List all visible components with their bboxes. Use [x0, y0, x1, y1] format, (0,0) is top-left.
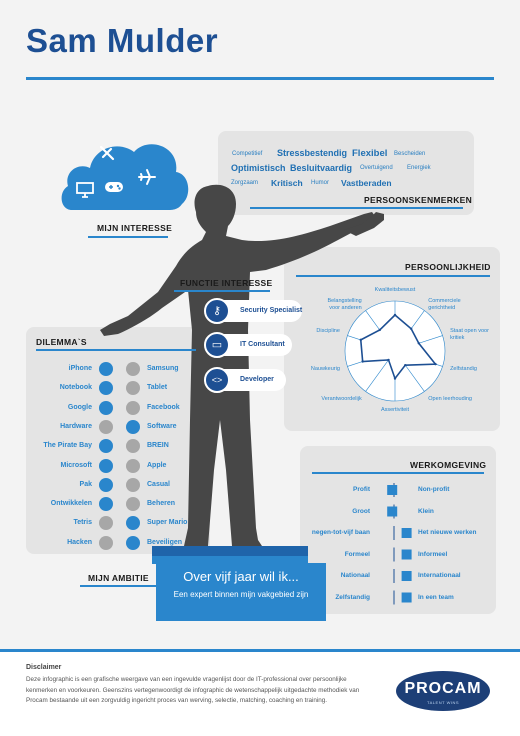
functie-label-2: IT Consultant	[240, 341, 285, 348]
dilemma-left-9: Tetris	[73, 519, 92, 527]
dilemma-right-3: Facebook	[147, 403, 180, 411]
werk-right-2: Klein	[418, 507, 434, 515]
keyword-5: Optimistisch	[231, 163, 286, 173]
disclaimer-text: Deze infographic is een grafische weergave van een ingevulde vragenlijst door de IT-professional over persoonlijke kenmerken en voorkeuren. Geenszins vertegenwoordigt de infographic de wetenschappelijk uitgedachte methodiek van Procam bestaande uit een zorgvuldig ingericht proces van werving, selectie, matching, coaching en training.	[26, 676, 360, 704]
dilemma-left-4: Hardware	[60, 422, 92, 430]
dilemma-left-10: Hacken	[67, 538, 92, 546]
functie-label-1: Security Specialist	[240, 307, 303, 314]
werk-right-6: In een team	[418, 593, 454, 601]
dilemma-left-1: iPhone	[68, 365, 92, 372]
werkomgeving-label: WERKOMGEVING	[410, 460, 487, 470]
werk-marker-2	[387, 507, 397, 517]
keyword-3: Flexibel	[352, 148, 388, 159]
werk-left-4: Formeel	[344, 550, 370, 558]
functie-label-3: Developer	[240, 376, 274, 383]
radar-label-9: Discipline	[316, 328, 340, 335]
radar-label-4: Zelfstandig	[450, 365, 477, 372]
werk-marker-6	[402, 593, 412, 603]
briefcase-icon: ▭	[204, 332, 230, 358]
keyword-1: Competitief	[232, 151, 263, 157]
interesse-label: MIJN INTERESSE	[97, 223, 173, 233]
ambitie-rule	[80, 585, 156, 587]
werk-right-1: Non-profit	[418, 486, 450, 493]
dilemma-left-5: The Pirate Bay	[43, 442, 92, 450]
keyword-4: Bescheiden	[394, 151, 426, 157]
dilemma-right-2: Tablet	[147, 384, 168, 392]
dilemmas-label: DILEMMA`S	[36, 337, 87, 347]
werk-left-5: Nationaal	[340, 572, 370, 579]
radar-label-3: Staat open voor kritiek	[450, 328, 489, 341]
page-title: Sam Mulder	[26, 22, 219, 59]
werk-right-5: Internationaal	[418, 572, 461, 579]
keyword-9: Zorgzaam	[231, 180, 259, 186]
persoonskenmerken-label: PERSOONSKENMERKEN	[364, 195, 473, 205]
keyword-6: Besluitvaardig	[290, 163, 353, 173]
radar-label-5: Open leerhouding	[428, 395, 472, 402]
dilemma-left-6: Microsoft	[60, 461, 92, 469]
radar-label-8: Nauwkeurig	[310, 365, 340, 372]
werk-marker-3	[402, 528, 412, 538]
functie-label: FUNCTIE INTERESSE	[180, 278, 273, 288]
radar-label-7: Verantwoordelijk	[321, 395, 362, 402]
werk-marker-1	[387, 485, 397, 495]
ambitie-title: Over vijf jaar wil ik...	[183, 569, 299, 584]
werk-marker-4	[402, 550, 412, 560]
dilemma-left-7: Pak	[79, 480, 92, 488]
werk-left-6: Zelfstandig	[335, 593, 370, 601]
code-icon: <>	[204, 367, 230, 393]
dilemma-right-7: Casual	[147, 480, 170, 488]
werk-marker-5	[402, 571, 412, 581]
dilemma-right-1: Samsung	[147, 365, 179, 372]
procam-logo[interactable]	[396, 671, 490, 711]
radar-label-10: Belangstelling voor anderen	[327, 298, 362, 311]
werk-right-4: Informeel	[418, 550, 448, 558]
logo-name: PROCAM	[404, 680, 482, 697]
dilemma-right-5: BREIN	[147, 442, 169, 450]
dilemma-left-3: Google	[67, 403, 92, 411]
radar-label-6: Assertiviteit	[380, 407, 410, 413]
ambitie-box	[156, 563, 326, 621]
keyword-2: Stressbestendig	[277, 148, 348, 158]
dilemma-right-6: Apple	[147, 461, 167, 469]
persoonlijkheid-label: PERSOONLIJKHEID	[405, 262, 491, 272]
ambitie-text: Een expert binnen mijn vakgebied zijn	[173, 590, 309, 599]
keyword-12: Vastberaden	[341, 178, 392, 188]
radar-label-1: Kwaliteitsbewust	[374, 287, 416, 293]
werk-left-2: Groot	[352, 507, 370, 515]
keyword-7: Overtuigend	[360, 165, 393, 171]
werk-right-3: Het nieuwe werken	[418, 529, 477, 536]
keyword-11: Humor	[311, 180, 330, 186]
key-icon: ⚷	[204, 298, 230, 324]
dilemma-right-10: Beveiligen	[147, 538, 183, 546]
keyword-8: Energiek	[407, 165, 431, 171]
logo-tagline: TALENT WINS	[426, 700, 460, 705]
disclaimer-title: Disclaimer	[26, 664, 62, 671]
dilemma-right-9: Super Mario	[147, 519, 188, 527]
werk-left-1: Profit	[353, 486, 370, 493]
dilemma-left-8: Ontwikkelen	[50, 500, 92, 508]
keyword-10: Kritisch	[271, 178, 303, 188]
ambitie-label: MIJN AMBITIE	[88, 573, 149, 583]
radar-label-2: Commerciele gerichtheid	[428, 298, 461, 311]
dilemma-left-2: Notebook	[59, 384, 92, 392]
dilemma-right-8: Beheren	[147, 500, 176, 508]
dilemma-right-4: Software	[147, 422, 177, 430]
werk-left-3: negen-tot-vijf baan	[311, 529, 370, 536]
